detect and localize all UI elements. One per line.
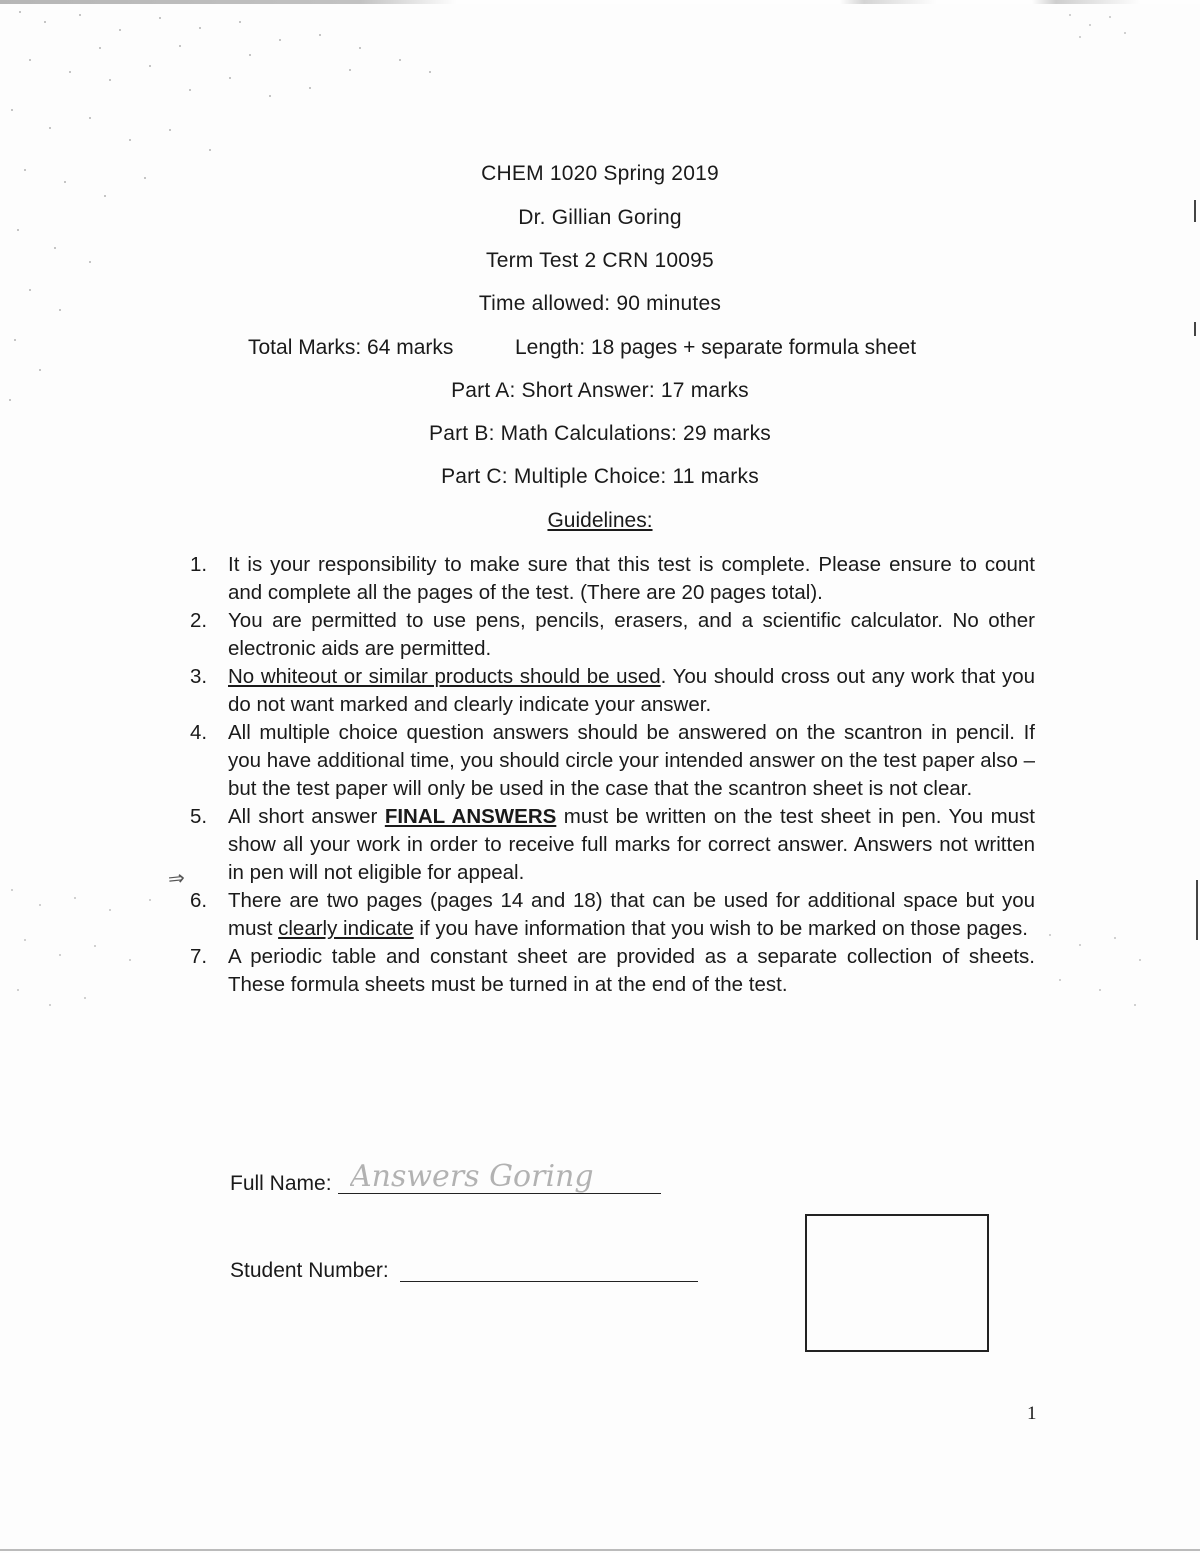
guideline-item	[190, 607, 1035, 663]
student-number-line[interactable]	[400, 1281, 698, 1282]
scan-bottom-edge	[0, 1549, 1200, 1551]
margin-mark	[1194, 322, 1196, 336]
scan-noise-left-margin	[0, 870, 190, 1030]
guideline-underlined-text: No whiteout or similar products should be used	[228, 665, 661, 688]
handwritten-arrow-icon: ⇒	[166, 867, 186, 891]
score-box	[805, 1214, 989, 1352]
scan-noise-right-margin	[1040, 920, 1160, 1030]
guideline-item	[190, 803, 1035, 887]
student-number-label: Student Number:	[230, 1259, 389, 1282]
guideline-text: All multiple choice question answers should be answered on the scantron in pencil. If you have additional time, you should circle your intended answer on the test paper also – but the test paper will only be used in the case that the scantron sheet is not clear.	[228, 721, 1035, 800]
total-marks: Total Marks: 64 marks	[248, 336, 454, 359]
part-c-summary: Part C: Multiple Choice: 11 marks	[441, 465, 759, 488]
part-b-summary: Part B: Math Calculations: 29 marks	[429, 422, 771, 445]
part-a-summary: Part A: Short Answer: 17 marks	[451, 379, 749, 402]
scan-noise-top-right	[1060, 5, 1140, 45]
guideline-text-before: All short answer	[228, 805, 385, 828]
guideline-number: 6.	[190, 889, 208, 912]
test-length: Length: 18 pages + separate formula sheet	[515, 336, 917, 359]
guideline-text-before: There are two pages (pages 14 and 18) that can be used for additional space but you must	[228, 889, 1035, 940]
page-number: 1	[1027, 1403, 1037, 1424]
guideline-text: It is your responsibility to make sure that this test is complete. Please ensure to count and complete all the pages of the test. (There are 20 pages total).	[228, 553, 1035, 604]
guideline-item	[190, 551, 1035, 607]
guideline-number: 7.	[190, 945, 208, 968]
guidelines-heading: Guidelines:	[547, 509, 653, 532]
guideline-item	[190, 887, 1035, 943]
guideline-number: 4.	[190, 721, 208, 744]
guideline-item	[190, 663, 1035, 719]
guideline-text: must be written on the test sheet in pen. You must show all your work in order to receive full marks for correct answer. Answers not written in pen will not eligible for appeal.	[228, 805, 1036, 884]
scan-top-edge	[0, 0, 1200, 4]
guidelines-list	[190, 551, 1035, 999]
guideline-text: if you have information that you wish to be marked on those pages.	[413, 917, 1028, 940]
guideline-underlined-text: clearly indicate	[278, 917, 414, 940]
handwritten-full-name: Answers Goring	[350, 1159, 594, 1194]
guideline-text: . You should cross out any work that you do not want marked and clearly indicate your answer.	[228, 665, 1036, 716]
guideline-emphasis-text: FINAL ANSWERS	[384, 805, 557, 828]
marks-length-row	[248, 336, 917, 360]
guideline-number: 3.	[190, 665, 208, 688]
guideline-text: You are permitted to use pens, pencils, erasers, and a scientific calculator. No other electronic aids are permitted.	[228, 609, 1035, 660]
guideline-number: 5.	[190, 805, 208, 828]
time-allowed: Time allowed: 90 minutes	[478, 292, 722, 315]
guideline-item	[190, 943, 1035, 999]
guideline-number: 1.	[190, 553, 208, 576]
full-name-label: Full Name:	[230, 1172, 332, 1195]
guideline-number: 2.	[190, 609, 208, 632]
margin-mark	[1196, 880, 1198, 940]
test-title: Term Test 2 CRN 10095	[486, 249, 714, 272]
guideline-item	[190, 719, 1035, 803]
handwritten-signature	[350, 1138, 770, 1198]
instructor-name: Dr. Gillian Goring	[518, 206, 682, 229]
guideline-text: A periodic table and constant sheet are provided as a separate collection of sheets. These formula sheets must be turned in at the end of the test.	[228, 945, 1035, 996]
course-title: CHEM 1020 Spring 2019	[481, 162, 719, 185]
